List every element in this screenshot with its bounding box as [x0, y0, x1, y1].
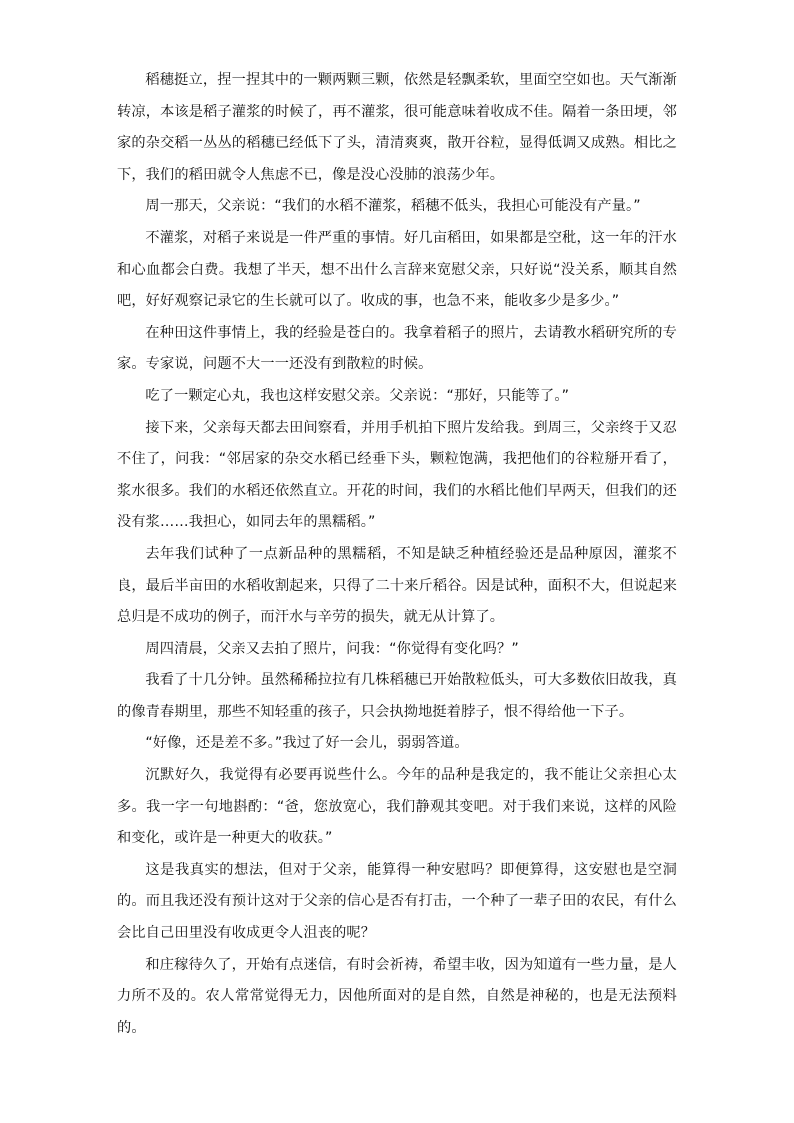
paragraph: 周四清晨，父亲又去拍了照片，问我：“你觉得有变化吗？” [145, 640, 519, 657]
paragraph: 稻穗挺立，捏一捏其中的一颗两颗三颗，依然是轻飘柔软，里面空空如也。天气渐渐转凉，本该是稻子灌浆的时候了，再不灌浆，很可能意味着收成不佳。隔着一条田埂，邻家的杂交稻一丛丛的稻穗已经低下了头，清清爽爽，散开谷粒，显得低调又成熟。相比之下，我们的稻田就令人焦虑不已，像是没心没肺的浪荡少年。 [117, 72, 677, 183]
paragraph: 我看了十几分钟。虽然稀稀拉拉有几株稻穗已开始散粒低头，可大多数依旧故我，真的像青春期里，那些不知轻重的孩子，只会执拗地挺着脖子，恨不得给他一下子。 [117, 672, 677, 720]
paragraph: 不灌浆，对稻子来说是一件严重的事情。好几亩稻田，如果都是空秕，这一年的汗水和心血都会白费。我想了半天，想不出什么言辞来宽慰父亲，只好说“没关系，顺其自然吧，好好观察记录它的生长就可以了。收成的事，也急不来，能收多少是多少。” [117, 229, 677, 310]
paragraph: 接下来，父亲每天都去田间察看，并用手机拍下照片发给我。到周三，父亲终于又忍不住了，问我：“邻居家的杂交水稻已经垂下头，颗粒饱满，我把他们的谷粒掰开看了，浆水很多。我们的水稻还依然直立。开花的时间，我们的水稻比他们早两天，但我们的还没有浆……我担心，如同去年的黑糯稻。” [117, 419, 677, 531]
paragraph: 去年我们试种了一点新品种的黑糯稻，不知是缺乏种植经验还是品种原因，灌浆不良，最后半亩田的水稻收割起来，只得了二十来斤稻谷。因是试种，面积不大，但说起来总归是不成功的例子，而汗水与辛劳的损失，就无从计算了。 [117, 545, 677, 626]
paragraph: 周一那天，父亲说：“我们的水稻不灌浆，稻穗不低头，我担心可能没有产量。” [145, 198, 641, 215]
paragraph: 在种田这件事情上，我的经验是苍白的。我拿着稻子的照片，去请教水稻研究所的专家。专家说，问题不大一一还没有到散粒的时候。 [117, 324, 677, 373]
paragraph: 沉默好久，我觉得有必要再说些什么。今年的品种是我定的，我不能让父亲担心太多。我一字一句地斟酌：“爸，您放宽心，我们静观其变吧。对于我们来说，这样的风险和变化，或许是一种更大的收获。” [117, 767, 677, 847]
paragraph: 和庄稼待久了，开始有点迷信，有时会祈祷，希望丰收，因为知道有一些力量，是人力所不及的。农人常常觉得无力，因他所面对的是自然，自然是神秘的，也是无法预料的。 [117, 956, 677, 1036]
paragraph: “好像，还是差不多。”我过了好一会儿，弱弱答道。 [145, 735, 469, 752]
document-body [117, 65, 677, 1044]
paragraph: 这是我真实的想法，但对于父亲，能算得一种安慰吗？即便算得，这安慰也是空洞的。而且我还没有预计这对于父亲的信心是否有打击，一个种了一辈子田的农民，有什么会比自己田里没有收成更令人沮丧的呢？ [117, 861, 677, 942]
paragraph: 吃了一颗定心丸，我也这样安慰父亲。父亲说：“那好，只能等了。” [145, 387, 570, 404]
